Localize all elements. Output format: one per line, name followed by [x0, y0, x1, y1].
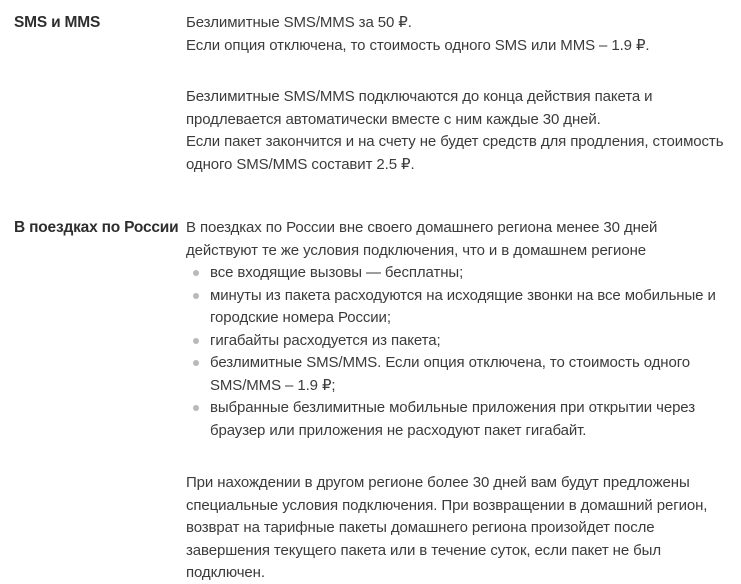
section-sms-mms: [14, 12, 741, 176]
list-item: [186, 397, 731, 442]
paragraph-travel-intro: [186, 217, 731, 262]
row-label-travel-russia: В поездках по России: [14, 219, 179, 236]
bullet-dot-icon: [193, 293, 199, 299]
section-sms-mms-content: [186, 12, 731, 176]
text-line: В поездках по России вне своего домашнего региона менее 30 дней действуют те же условия подключения, что и в домашнем регионе: [186, 219, 658, 259]
row-label-sms-mms: SMS и MMS: [14, 14, 101, 31]
bullet-dot-icon: [193, 360, 199, 366]
list-item-text: безлимитные SMS/MMS. Если опция отключена, то стоимость одного SMS/MMS – 1.9 ₽;: [210, 354, 690, 394]
list-item: [186, 285, 731, 330]
bullet-dot-icon: [193, 405, 199, 411]
text-line: Безлимитные SMS/MMS подключаются до конца действия пакета и продлевается автоматически вместе с ним каждые 30 дней.: [186, 88, 653, 128]
list-item: [186, 330, 731, 353]
bullet-dot-icon: [193, 338, 199, 344]
paragraph-sms-price: [186, 12, 731, 57]
section-travel-russia-content: [186, 217, 731, 584]
section-travel-russia: [14, 217, 741, 584]
paragraph-travel-long-stay: [186, 472, 731, 584]
bullet-dot-icon: [193, 270, 199, 276]
text-line: Безлимитные SMS/MMS за 50 ₽.: [186, 14, 412, 31]
list-item-text: все входящие вызовы — бесплатны;: [210, 264, 464, 281]
travel-conditions-list: [186, 262, 731, 442]
list-item-text: минуты из пакета расходуются на исходящие звонки на все мобильные и городские номера России;: [210, 286, 716, 326]
list-item: [186, 352, 731, 397]
text-line: Если пакет закончится и на счету не будет средств для продления, стоимость одного SMS/MMS составит 2.5 ₽.: [186, 133, 724, 173]
list-item: [186, 262, 731, 285]
paragraph-sms-renewal: [186, 86, 731, 176]
list-item-text: выбранные безлимитные мобильные приложения при открытии через браузер или приложения не расходуют пакет гигабайт.: [210, 399, 695, 439]
text-line: При нахождении в другом регионе более 30 дней вам будут предложены специальные условия подключения. При возвращении в домашний регион, возврат на тарифные пакеты домашнего региона произойдет после завершения текущего пакета или в течение суток, если пакет не был подключен.: [186, 474, 708, 581]
text-line: Если опция отключена, то стоимость одного SMS или MMS – 1.9 ₽.: [186, 36, 650, 54]
list-item-text: гигабайты расходуется из пакета;: [210, 331, 441, 349]
